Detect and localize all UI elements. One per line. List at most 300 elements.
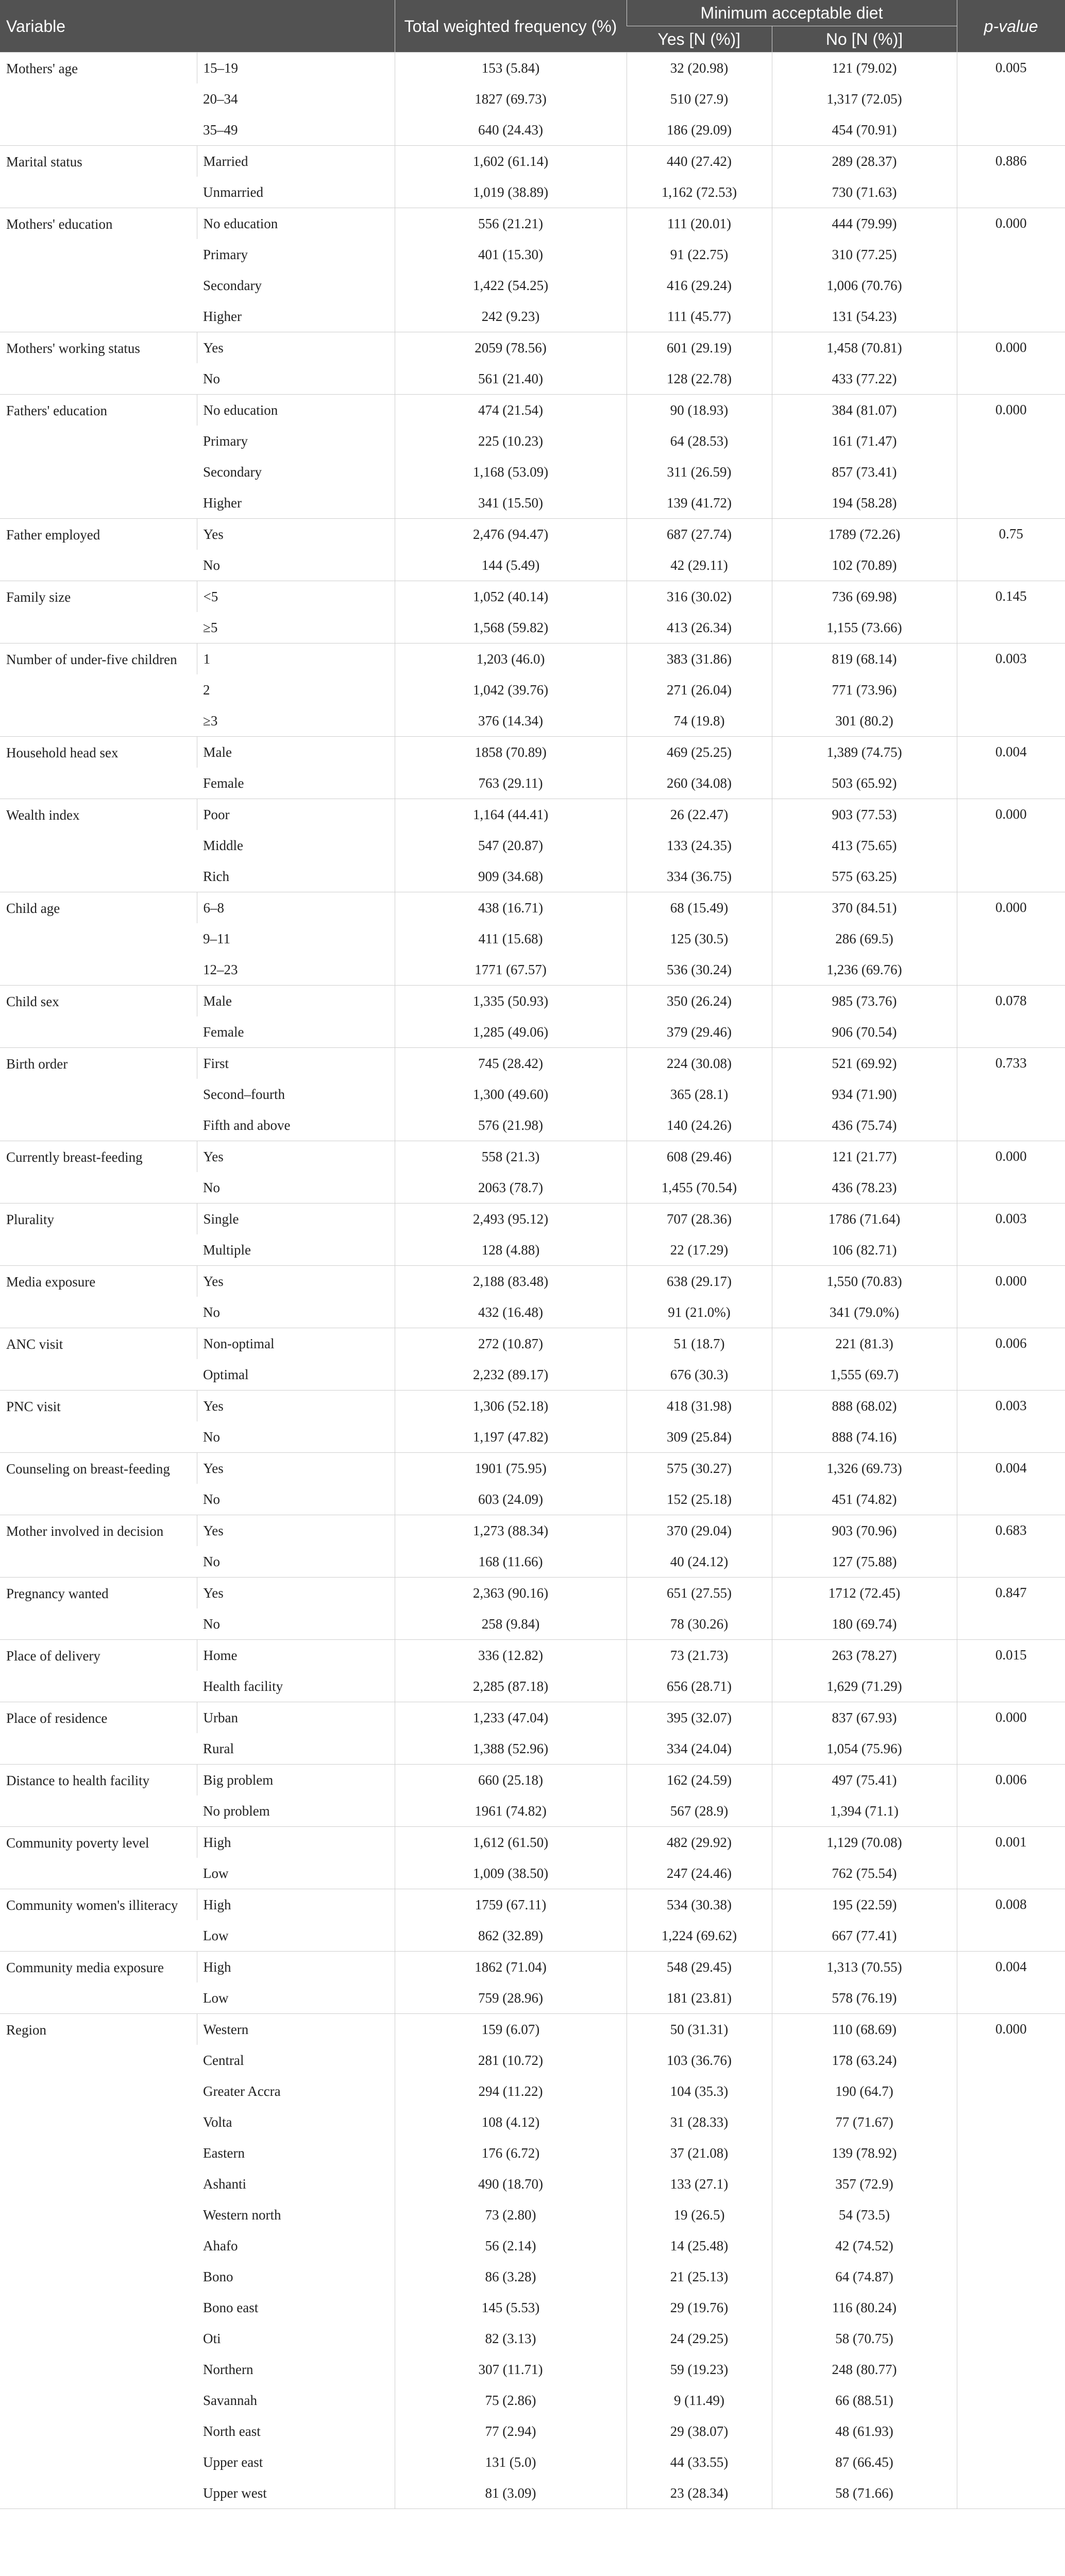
mad-no: 575 (63.25) — [772, 861, 957, 892]
table-row — [0, 1889, 1065, 1921]
mad-yes: 128 (22.78) — [627, 363, 772, 395]
table-row — [0, 1702, 1065, 1734]
header-pvalue-text: p-value — [984, 16, 1038, 36]
category: Savannah — [203, 2392, 257, 2408]
mad-no: 771 (73.96) — [772, 674, 957, 705]
mad-yes: 9 (11.49) — [627, 2385, 772, 2416]
category: Yes — [197, 1515, 395, 1547]
mad-yes: 370 (29.04) — [627, 1515, 772, 1547]
total-weighted-frequency: 2,285 (87.18) — [395, 1671, 627, 1702]
table-row — [0, 332, 1065, 364]
mad-yes: 24 (29.25) — [627, 2323, 772, 2354]
table-row — [0, 892, 1065, 924]
variable-name: Mothers' working status — [0, 332, 197, 395]
total-weighted-frequency: 2,232 (89.17) — [395, 1359, 627, 1391]
total-weighted-frequency: 73 (2.80) — [395, 2199, 627, 2230]
total-weighted-frequency: 56 (2.14) — [395, 2230, 627, 2261]
table-row — [0, 1515, 1065, 1547]
mad-yes: 247 (24.46) — [627, 1858, 772, 1889]
mad-no: 1,326 (69.73) — [772, 1453, 957, 1484]
category: Secondary — [203, 277, 262, 293]
total-weighted-frequency: 81 (3.09) — [395, 2478, 627, 2509]
mad-yes: 260 (34.08) — [627, 768, 772, 799]
total-weighted-frequency: 168 (11.66) — [395, 1546, 627, 1578]
mad-no: 357 (72.9) — [772, 2168, 957, 2199]
mad-no: 48 (61.93) — [772, 2416, 957, 2447]
category: North east — [203, 2423, 261, 2439]
category: Ahafo — [203, 2238, 238, 2253]
category: Bono — [203, 2268, 233, 2284]
mad-yes: 111 (45.77) — [627, 301, 772, 332]
total-weighted-frequency: 153 (5.84) — [395, 53, 627, 84]
mad-yes: 413 (26.34) — [627, 612, 772, 643]
mad-yes: 162 (24.59) — [627, 1765, 772, 1796]
p-value: 0.003 — [957, 1204, 1065, 1266]
variable-name: PNC visit — [0, 1391, 197, 1453]
category: Northern — [203, 2361, 253, 2377]
mad-no: 263 (78.27) — [772, 1640, 957, 1671]
total-weighted-frequency: 1,422 (54.25) — [395, 270, 627, 301]
total-weighted-frequency: 1,164 (44.41) — [395, 799, 627, 831]
total-weighted-frequency: 1,388 (52.96) — [395, 1733, 627, 1765]
category: High — [197, 1827, 395, 1858]
mad-yes: 224 (30.08) — [627, 1048, 772, 1079]
table-row — [0, 146, 1065, 177]
mad-no: 301 (80.2) — [772, 705, 957, 737]
category: 2 — [203, 682, 210, 698]
p-value: 0.000 — [957, 208, 1065, 332]
p-value: 0.683 — [957, 1515, 1065, 1578]
variable-name: Number of under-five children — [0, 643, 197, 737]
mad-yes: 395 (32.07) — [627, 1702, 772, 1734]
total-weighted-frequency: 640 (24.43) — [395, 114, 627, 146]
mad-yes: 350 (26.24) — [627, 986, 772, 1017]
category: Non-optimal — [197, 1328, 395, 1360]
mad-yes: 383 (31.86) — [627, 643, 772, 675]
mad-no: 127 (75.88) — [772, 1546, 957, 1578]
mad-yes: 29 (38.07) — [627, 2416, 772, 2447]
table-row — [0, 1640, 1065, 1671]
mad-yes: 91 (22.75) — [627, 239, 772, 270]
variable-name: Mother involved in decision — [0, 1515, 197, 1578]
mad-yes: 78 (30.26) — [627, 1608, 772, 1640]
total-weighted-frequency: 1,306 (52.18) — [395, 1391, 627, 1422]
category: Female — [203, 775, 244, 791]
mad-yes: 186 (29.09) — [627, 114, 772, 146]
mad-yes: 68 (15.49) — [627, 892, 772, 924]
category: High — [197, 1889, 395, 1921]
total-weighted-frequency: 294 (11.22) — [395, 2076, 627, 2107]
mad-no: 1789 (72.26) — [772, 519, 957, 550]
p-value: 0.000 — [957, 2014, 1065, 2509]
mad-yes: 309 (25.84) — [627, 1421, 772, 1453]
table-row — [0, 1578, 1065, 1609]
mad-yes: 104 (35.3) — [627, 2076, 772, 2107]
mad-no: 1786 (71.64) — [772, 1204, 957, 1235]
p-value: 0.006 — [957, 1328, 1065, 1391]
p-value: 0.078 — [957, 986, 1065, 1048]
mad-no: 857 (73.41) — [772, 456, 957, 487]
total-weighted-frequency: 1,612 (61.50) — [395, 1827, 627, 1858]
mad-yes: 418 (31.98) — [627, 1391, 772, 1422]
variable-name: Community media exposure — [0, 1952, 197, 2014]
mad-yes: 651 (27.55) — [627, 1578, 772, 1609]
table-row — [0, 1765, 1065, 1796]
table-row — [0, 1204, 1065, 1235]
total-weighted-frequency: 272 (10.87) — [395, 1328, 627, 1360]
total-weighted-frequency: 1827 (69.73) — [395, 83, 627, 114]
p-value: 0.000 — [957, 395, 1065, 519]
mad-yes: 133 (24.35) — [627, 830, 772, 861]
total-weighted-frequency: 82 (3.13) — [395, 2323, 627, 2354]
mad-no: 131 (54.23) — [772, 301, 957, 332]
total-weighted-frequency: 1901 (75.95) — [395, 1453, 627, 1484]
category: Bono east — [203, 2299, 259, 2315]
category: Optimal — [203, 1366, 249, 1382]
category: ≥3 — [203, 713, 218, 728]
mad-no: 444 (79.99) — [772, 208, 957, 240]
mad-no: 87 (66.45) — [772, 2447, 957, 2478]
mad-yes: 59 (19.23) — [627, 2354, 772, 2385]
category: ≥5 — [203, 619, 218, 635]
total-weighted-frequency: 1,273 (88.34) — [395, 1515, 627, 1547]
table-row — [0, 1453, 1065, 1484]
category: Higher — [203, 495, 242, 511]
variable-name: Mothers' age — [0, 53, 197, 146]
variable-name: Child age — [0, 892, 197, 986]
mad-no: 903 (70.96) — [772, 1515, 957, 1547]
total-weighted-frequency: 411 (15.68) — [395, 923, 627, 954]
mad-no: 370 (84.51) — [772, 892, 957, 924]
mad-no: 436 (78.23) — [772, 1172, 957, 1204]
total-weighted-frequency: 108 (4.12) — [395, 2107, 627, 2138]
mad-no: 451 (74.82) — [772, 1484, 957, 1515]
mad-yes: 32 (20.98) — [627, 53, 772, 84]
mad-yes: 21 (25.13) — [627, 2261, 772, 2292]
total-weighted-frequency: 432 (16.48) — [395, 1297, 627, 1328]
total-weighted-frequency: 144 (5.49) — [395, 550, 627, 581]
category: Eastern — [203, 2145, 245, 2161]
mad-yes: 125 (30.5) — [627, 923, 772, 954]
p-value: 0.008 — [957, 1889, 1065, 1952]
mad-no: 819 (68.14) — [772, 643, 957, 675]
total-weighted-frequency: 242 (9.23) — [395, 301, 627, 332]
total-weighted-frequency: 1,042 (39.76) — [395, 674, 627, 705]
total-weighted-frequency: 281 (10.72) — [395, 2045, 627, 2076]
category: Home — [197, 1640, 395, 1671]
mad-yes: 50 (31.31) — [627, 2014, 772, 2045]
mad-no: 248 (80.77) — [772, 2354, 957, 2385]
category: No — [203, 1491, 220, 1507]
variable-name: Father employed — [0, 519, 197, 581]
mad-no: 42 (74.52) — [772, 2230, 957, 2261]
p-value: 0.004 — [957, 1952, 1065, 2014]
table-header — [0, 0, 1065, 53]
total-weighted-frequency: 341 (15.50) — [395, 487, 627, 519]
mad-no: 116 (80.24) — [772, 2292, 957, 2323]
total-weighted-frequency: 336 (12.82) — [395, 1640, 627, 1671]
total-weighted-frequency: 759 (28.96) — [395, 1982, 627, 2014]
mad-yes: 103 (36.76) — [627, 2045, 772, 2076]
mad-no: 64 (74.87) — [772, 2261, 957, 2292]
total-weighted-frequency: 745 (28.42) — [395, 1048, 627, 1079]
mad-no: 503 (65.92) — [772, 768, 957, 799]
mad-yes: 133 (27.1) — [627, 2168, 772, 2199]
mad-no: 1,389 (74.75) — [772, 737, 957, 768]
total-weighted-frequency: 77 (2.94) — [395, 2416, 627, 2447]
total-weighted-frequency: 576 (21.98) — [395, 1110, 627, 1141]
total-weighted-frequency: 75 (2.86) — [395, 2385, 627, 2416]
mad-no: 436 (75.74) — [772, 1110, 957, 1141]
table-row — [0, 1827, 1065, 1858]
mad-yes: 416 (29.24) — [627, 270, 772, 301]
mad-yes: 14 (25.48) — [627, 2230, 772, 2261]
total-weighted-frequency: 1,197 (47.82) — [395, 1421, 627, 1453]
mad-no: 102 (70.89) — [772, 550, 957, 581]
category: Male — [197, 986, 395, 1017]
mad-yes: 575 (30.27) — [627, 1453, 772, 1484]
mad-no: 736 (69.98) — [772, 581, 957, 613]
p-value: 0.145 — [957, 581, 1065, 643]
total-weighted-frequency: 1862 (71.04) — [395, 1952, 627, 1983]
category: Western — [197, 2014, 395, 2045]
table-row — [0, 2014, 1065, 2045]
variable-name: Marital status — [0, 146, 197, 208]
total-weighted-frequency: 1759 (67.11) — [395, 1889, 627, 1921]
mad-yes: 687 (27.74) — [627, 519, 772, 550]
mad-no: 66 (88.51) — [772, 2385, 957, 2416]
table-row — [0, 53, 1065, 84]
table-row — [0, 519, 1065, 550]
category: High — [197, 1952, 395, 1983]
category: Volta — [203, 2114, 232, 2130]
category: Higher — [203, 308, 242, 324]
total-weighted-frequency: 145 (5.53) — [395, 2292, 627, 2323]
mad-no: 1,313 (70.55) — [772, 1952, 957, 1983]
mad-no: 1,629 (71.29) — [772, 1671, 957, 1702]
mad-no: 121 (21.77) — [772, 1141, 957, 1173]
table-row — [0, 1328, 1065, 1360]
mad-no: 310 (77.25) — [772, 239, 957, 270]
header-total: Total weighted frequency (%) — [395, 0, 627, 53]
mad-yes: 334 (36.75) — [627, 861, 772, 892]
mad-no: 454 (70.91) — [772, 114, 957, 146]
mad-no: 578 (76.19) — [772, 1982, 957, 2014]
category: 35–49 — [203, 122, 238, 138]
p-value: 0.847 — [957, 1578, 1065, 1640]
total-weighted-frequency: 603 (24.09) — [395, 1484, 627, 1515]
mad-no: 121 (79.02) — [772, 53, 957, 84]
category: Oti — [203, 2330, 221, 2346]
total-weighted-frequency: 1,233 (47.04) — [395, 1702, 627, 1734]
mad-yes: 469 (25.25) — [627, 737, 772, 768]
total-weighted-frequency: 2,188 (83.48) — [395, 1266, 627, 1297]
p-value: 0.001 — [957, 1827, 1065, 1889]
table-row — [0, 1952, 1065, 1983]
category: No education — [197, 395, 395, 426]
variable-name: Community women's illiteracy — [0, 1889, 197, 1952]
mad-no: 161 (71.47) — [772, 426, 957, 456]
category: Low — [203, 1865, 229, 1881]
category: Fifth and above — [203, 1117, 291, 1133]
mad-yes: 40 (24.12) — [627, 1546, 772, 1578]
mad-yes: 44 (33.55) — [627, 2447, 772, 2478]
variable-name: Region — [0, 2014, 197, 2509]
category: Upper east — [203, 2454, 263, 2470]
mad-yes: 1,162 (72.53) — [627, 177, 772, 208]
category: No education — [197, 208, 395, 240]
mad-yes: 19 (26.5) — [627, 2199, 772, 2230]
category: Male — [197, 737, 395, 768]
total-weighted-frequency: 2063 (78.7) — [395, 1172, 627, 1204]
mad-no: 194 (58.28) — [772, 487, 957, 519]
category: Secondary — [203, 464, 262, 480]
mad-no: 730 (71.63) — [772, 177, 957, 208]
p-value: 0.886 — [957, 146, 1065, 208]
table-row — [0, 208, 1065, 240]
mad-no: 139 (78.92) — [772, 2138, 957, 2168]
mad-yes: 74 (19.8) — [627, 705, 772, 737]
category: 12–23 — [203, 961, 238, 977]
p-value: 0.000 — [957, 799, 1065, 892]
mad-yes: 26 (22.47) — [627, 799, 772, 831]
category: No — [203, 1304, 220, 1320]
mad-yes: 271 (26.04) — [627, 674, 772, 705]
total-weighted-frequency: 1771 (67.57) — [395, 954, 627, 986]
category: 9–11 — [203, 930, 230, 946]
mad-no: 341 (79.0%) — [772, 1297, 957, 1328]
category: Rural — [203, 1740, 234, 1756]
mad-no: 985 (73.76) — [772, 986, 957, 1017]
mad-yes: 656 (28.71) — [627, 1671, 772, 1702]
mad-no: 906 (70.54) — [772, 1016, 957, 1048]
mad-yes: 152 (25.18) — [627, 1484, 772, 1515]
p-value: 0.003 — [957, 1391, 1065, 1453]
total-weighted-frequency: 2,476 (94.47) — [395, 519, 627, 550]
category: Central — [203, 2052, 244, 2068]
variable-name: Mothers' education — [0, 208, 197, 332]
total-weighted-frequency: 131 (5.0) — [395, 2447, 627, 2478]
mad-no: 888 (74.16) — [772, 1421, 957, 1453]
p-value: 0.000 — [957, 332, 1065, 395]
total-weighted-frequency: 376 (14.34) — [395, 705, 627, 737]
total-weighted-frequency: 556 (21.21) — [395, 208, 627, 240]
total-weighted-frequency: 909 (34.68) — [395, 861, 627, 892]
total-weighted-frequency: 474 (21.54) — [395, 395, 627, 426]
total-weighted-frequency: 558 (21.3) — [395, 1141, 627, 1173]
category: No — [203, 557, 220, 573]
mad-yes: 638 (29.17) — [627, 1266, 772, 1297]
variable-name: Wealth index — [0, 799, 197, 892]
mad-yes: 440 (27.42) — [627, 146, 772, 177]
mad-no: 1,555 (69.7) — [772, 1359, 957, 1391]
category: Yes — [197, 519, 395, 550]
variable-name: Fathers' education — [0, 395, 197, 519]
total-weighted-frequency: 86 (3.28) — [395, 2261, 627, 2292]
category: Yes — [197, 332, 395, 364]
category: No — [203, 1553, 220, 1569]
mad-yes: 311 (26.59) — [627, 456, 772, 487]
table-row — [0, 395, 1065, 426]
mad-yes: 73 (21.73) — [627, 1640, 772, 1671]
mad-no: 1,394 (71.1) — [772, 1795, 957, 1827]
category: Single — [197, 1204, 395, 1235]
p-value: 0.005 — [957, 53, 1065, 146]
p-value: 0.000 — [957, 1702, 1065, 1765]
total-weighted-frequency: 1,568 (59.82) — [395, 612, 627, 643]
category: Low — [203, 1927, 229, 1943]
variable-name: Place of residence — [0, 1702, 197, 1765]
category: No — [203, 1429, 220, 1445]
total-weighted-frequency: 128 (4.88) — [395, 1234, 627, 1266]
mad-yes: 42 (29.11) — [627, 550, 772, 581]
variable-name: Child sex — [0, 986, 197, 1048]
table-row — [0, 643, 1065, 675]
mad-no: 58 (70.75) — [772, 2323, 957, 2354]
mad-yes: 601 (29.19) — [627, 332, 772, 364]
p-value: 0.000 — [957, 1266, 1065, 1328]
mad-no: 286 (69.5) — [772, 923, 957, 954]
category: Female — [203, 1024, 244, 1040]
category: Primary — [203, 433, 248, 449]
mad-no: 1,129 (70.08) — [772, 1827, 957, 1858]
mad-no: 1712 (72.45) — [772, 1578, 957, 1609]
category: Ashanti — [203, 2176, 246, 2192]
total-weighted-frequency: 2059 (78.56) — [395, 332, 627, 364]
mad-no: 497 (75.41) — [772, 1765, 957, 1796]
category: Yes — [197, 1578, 395, 1609]
mad-no: 77 (71.67) — [772, 2107, 957, 2138]
category: Health facility — [203, 1678, 283, 1694]
total-weighted-frequency: 307 (11.71) — [395, 2354, 627, 2385]
mad-yes: 482 (29.92) — [627, 1827, 772, 1858]
p-value: 0.006 — [957, 1765, 1065, 1827]
mad-yes: 548 (29.45) — [627, 1952, 772, 1983]
total-weighted-frequency: 1,285 (49.06) — [395, 1016, 627, 1048]
total-weighted-frequency: 862 (32.89) — [395, 1920, 627, 1952]
category: No — [203, 1179, 220, 1195]
mad-yes: 707 (28.36) — [627, 1204, 772, 1235]
table-row — [0, 581, 1065, 613]
mad-no: 1,236 (69.76) — [772, 954, 957, 986]
header-mad: Minimum acceptable diet — [627, 0, 957, 26]
mad-no: 762 (75.54) — [772, 1858, 957, 1889]
variable-name: Counseling on breast-feeding — [0, 1453, 197, 1515]
category: Low — [203, 1990, 229, 2006]
total-weighted-frequency: 1,019 (38.89) — [395, 177, 627, 208]
mad-no: 1,458 (70.81) — [772, 332, 957, 364]
category: Married — [197, 146, 395, 177]
header-yes: Yes [N (%)] — [627, 26, 772, 53]
category: 1 — [197, 643, 395, 675]
total-weighted-frequency: 561 (21.40) — [395, 363, 627, 395]
mad-no: 221 (81.3) — [772, 1328, 957, 1360]
mad-yes: 676 (30.3) — [627, 1359, 772, 1391]
variable-name: Place of delivery — [0, 1640, 197, 1702]
mad-yes: 111 (20.01) — [627, 208, 772, 240]
total-weighted-frequency: 490 (18.70) — [395, 2168, 627, 2199]
category: Upper west — [203, 2485, 267, 2501]
mad-no: 195 (22.59) — [772, 1889, 957, 1921]
mad-no: 1,054 (75.96) — [772, 1733, 957, 1765]
category: Yes — [197, 1453, 395, 1484]
mad-no: 58 (71.66) — [772, 2478, 957, 2509]
p-value: 0.75 — [957, 519, 1065, 581]
mad-no: 180 (69.74) — [772, 1608, 957, 1640]
p-value: 0.004 — [957, 1453, 1065, 1515]
total-weighted-frequency: 547 (20.87) — [395, 830, 627, 861]
category: 15–19 — [197, 53, 395, 84]
